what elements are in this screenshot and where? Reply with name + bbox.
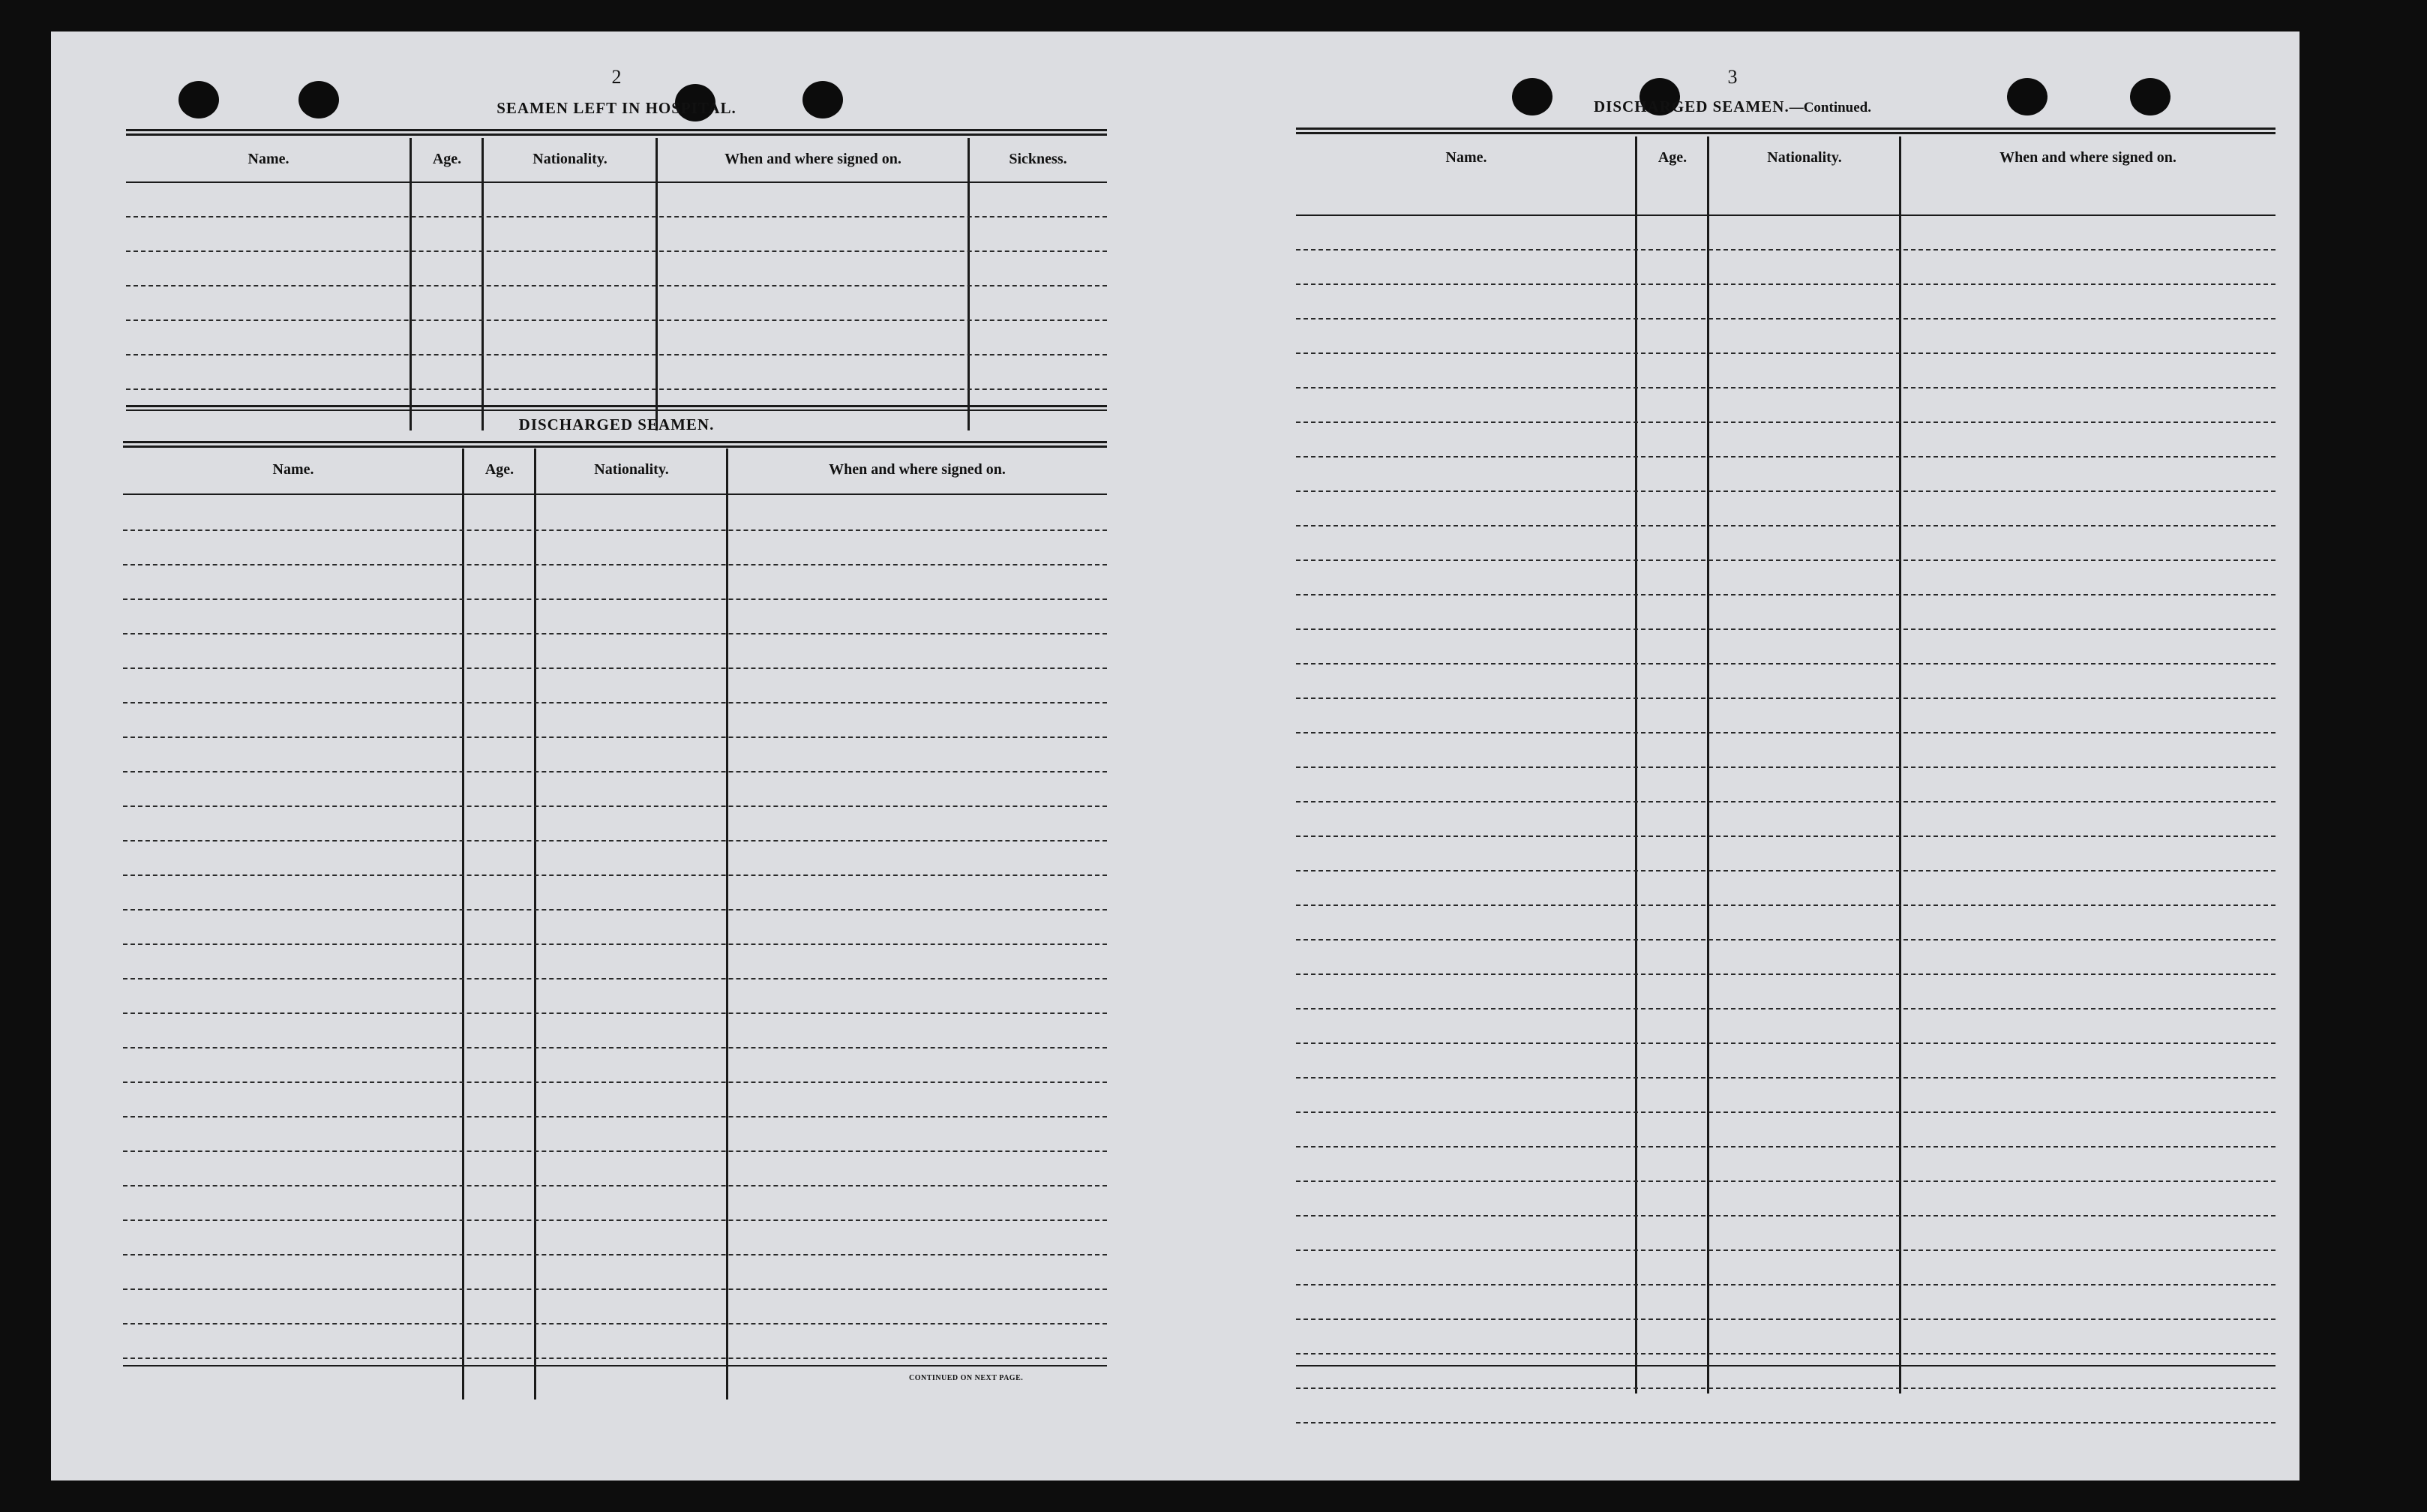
table-row	[1296, 1250, 2276, 1251]
hospital-table	[126, 138, 1107, 430]
table-row	[1296, 525, 2276, 526]
table-row	[123, 633, 1107, 634]
table-row	[123, 909, 1107, 910]
table-row	[123, 1116, 1107, 1118]
table-row	[1296, 387, 2276, 388]
table-row	[126, 354, 1107, 356]
table-row	[1296, 663, 2276, 664]
column-header-nationality: Nationality.	[532, 150, 608, 167]
table-row	[1296, 560, 2276, 561]
table-row	[1296, 974, 2276, 975]
column-divider	[1635, 136, 1637, 1394]
table-row	[1296, 766, 2276, 768]
table-row	[1296, 1042, 2276, 1044]
column-divider	[462, 448, 464, 1400]
double-rule	[126, 129, 1107, 131]
table-row	[1296, 1388, 2276, 1389]
column-header-nationality: Nationality.	[1767, 148, 1842, 166]
table-row	[126, 320, 1107, 321]
table-row	[1296, 490, 2276, 492]
double-rule	[126, 134, 1107, 136]
table-row	[123, 1254, 1107, 1256]
table-row	[1296, 1112, 2276, 1113]
header-underline	[1296, 214, 2276, 216]
double-rule	[123, 446, 1107, 448]
table-row	[1296, 1008, 2276, 1010]
double-rule	[123, 441, 1107, 443]
column-header-sickness: Sickness.	[1009, 150, 1067, 167]
header-underline	[123, 494, 1107, 495]
right-page	[1176, 32, 2300, 1480]
table-row	[1296, 732, 2276, 734]
column-header-age: Age.	[1658, 148, 1688, 166]
table-row	[123, 668, 1107, 669]
discharged-section-title: DISCHARGED SEAMEN.	[518, 416, 715, 434]
table-row	[1296, 594, 2276, 596]
table-row	[123, 1012, 1107, 1014]
table-row	[1296, 318, 2276, 320]
table-row	[123, 598, 1107, 600]
table-row	[1296, 456, 2276, 458]
table-row	[123, 1082, 1107, 1083]
column-divider	[1899, 136, 1901, 1394]
table-row	[123, 1220, 1107, 1221]
table-row	[123, 840, 1107, 842]
table-row	[123, 1047, 1107, 1048]
column-header-name: Name.	[248, 150, 290, 167]
discharged-continued-title	[1594, 98, 1871, 116]
discharged-table	[123, 448, 1107, 1400]
column-header-name: Name.	[272, 460, 314, 478]
table-row	[123, 1323, 1107, 1324]
column-header-name: Name.	[1445, 148, 1487, 166]
section-rule	[126, 410, 1107, 411]
table-row	[1296, 1215, 2276, 1216]
table-row	[123, 1185, 1107, 1186]
table-row	[1296, 628, 2276, 630]
table-row	[1296, 1318, 2276, 1320]
discharged-continued-table	[1296, 136, 2276, 1394]
column-divider	[1707, 136, 1709, 1394]
table-row	[1296, 352, 2276, 354]
double-rule	[1296, 128, 2276, 130]
table-row	[123, 874, 1107, 876]
table-row	[1296, 836, 2276, 837]
table-row	[126, 216, 1107, 218]
continued-note: CONTINUED ON NEXT PAGE.	[909, 1374, 1024, 1382]
table-row	[123, 736, 1107, 738]
left-page	[51, 32, 1128, 1480]
title-main: DISCHARGED SEAMEN.	[1594, 98, 1790, 116]
table-row	[123, 771, 1107, 772]
table-row	[1296, 1422, 2276, 1424]
header-underline	[126, 182, 1107, 183]
table-row	[123, 806, 1107, 807]
table-row	[126, 388, 1107, 390]
table-row	[1296, 870, 2276, 872]
bottom-rule	[1296, 1365, 2276, 1366]
table-row	[1296, 284, 2276, 285]
column-header-when-where: When and where signed on.	[829, 460, 1006, 478]
column-header-nationality: Nationality.	[594, 460, 669, 478]
table-row	[126, 285, 1107, 286]
page-number: 3	[1727, 66, 1738, 88]
column-divider	[534, 448, 536, 1400]
table-row	[1296, 939, 2276, 940]
column-header-age: Age.	[484, 460, 514, 478]
table-row	[1296, 904, 2276, 906]
column-divider	[726, 448, 728, 1400]
title-suffix: —Continued.	[1789, 100, 1871, 116]
table-row	[123, 944, 1107, 945]
double-rule	[1296, 132, 2276, 134]
table-row	[1296, 1180, 2276, 1182]
column-header-age: Age.	[432, 150, 462, 167]
column-header-when-where: When and where signed on.	[2000, 148, 2176, 166]
table-row	[123, 1288, 1107, 1290]
table-row	[1296, 801, 2276, 802]
bottom-rule	[123, 1365, 1107, 1366]
table-row	[123, 978, 1107, 980]
table-row	[123, 530, 1107, 531]
hospital-section-title: SEAMEN LEFT IN HOSPITAL.	[496, 99, 736, 117]
scanned-document	[51, 32, 2300, 1480]
table-row	[1296, 1146, 2276, 1148]
table-row	[1296, 698, 2276, 699]
table-row	[1296, 1077, 2276, 1078]
table-row	[123, 564, 1107, 566]
section-rule	[126, 405, 1107, 407]
table-row	[1296, 249, 2276, 250]
table-row	[126, 250, 1107, 252]
table-row	[1296, 1353, 2276, 1354]
page-number: 2	[611, 66, 622, 88]
table-row	[1296, 1284, 2276, 1286]
table-row	[123, 702, 1107, 704]
table-row	[123, 1150, 1107, 1152]
table-row	[1296, 422, 2276, 423]
column-header-when-where: When and where signed on.	[724, 150, 902, 167]
table-row	[123, 1358, 1107, 1359]
